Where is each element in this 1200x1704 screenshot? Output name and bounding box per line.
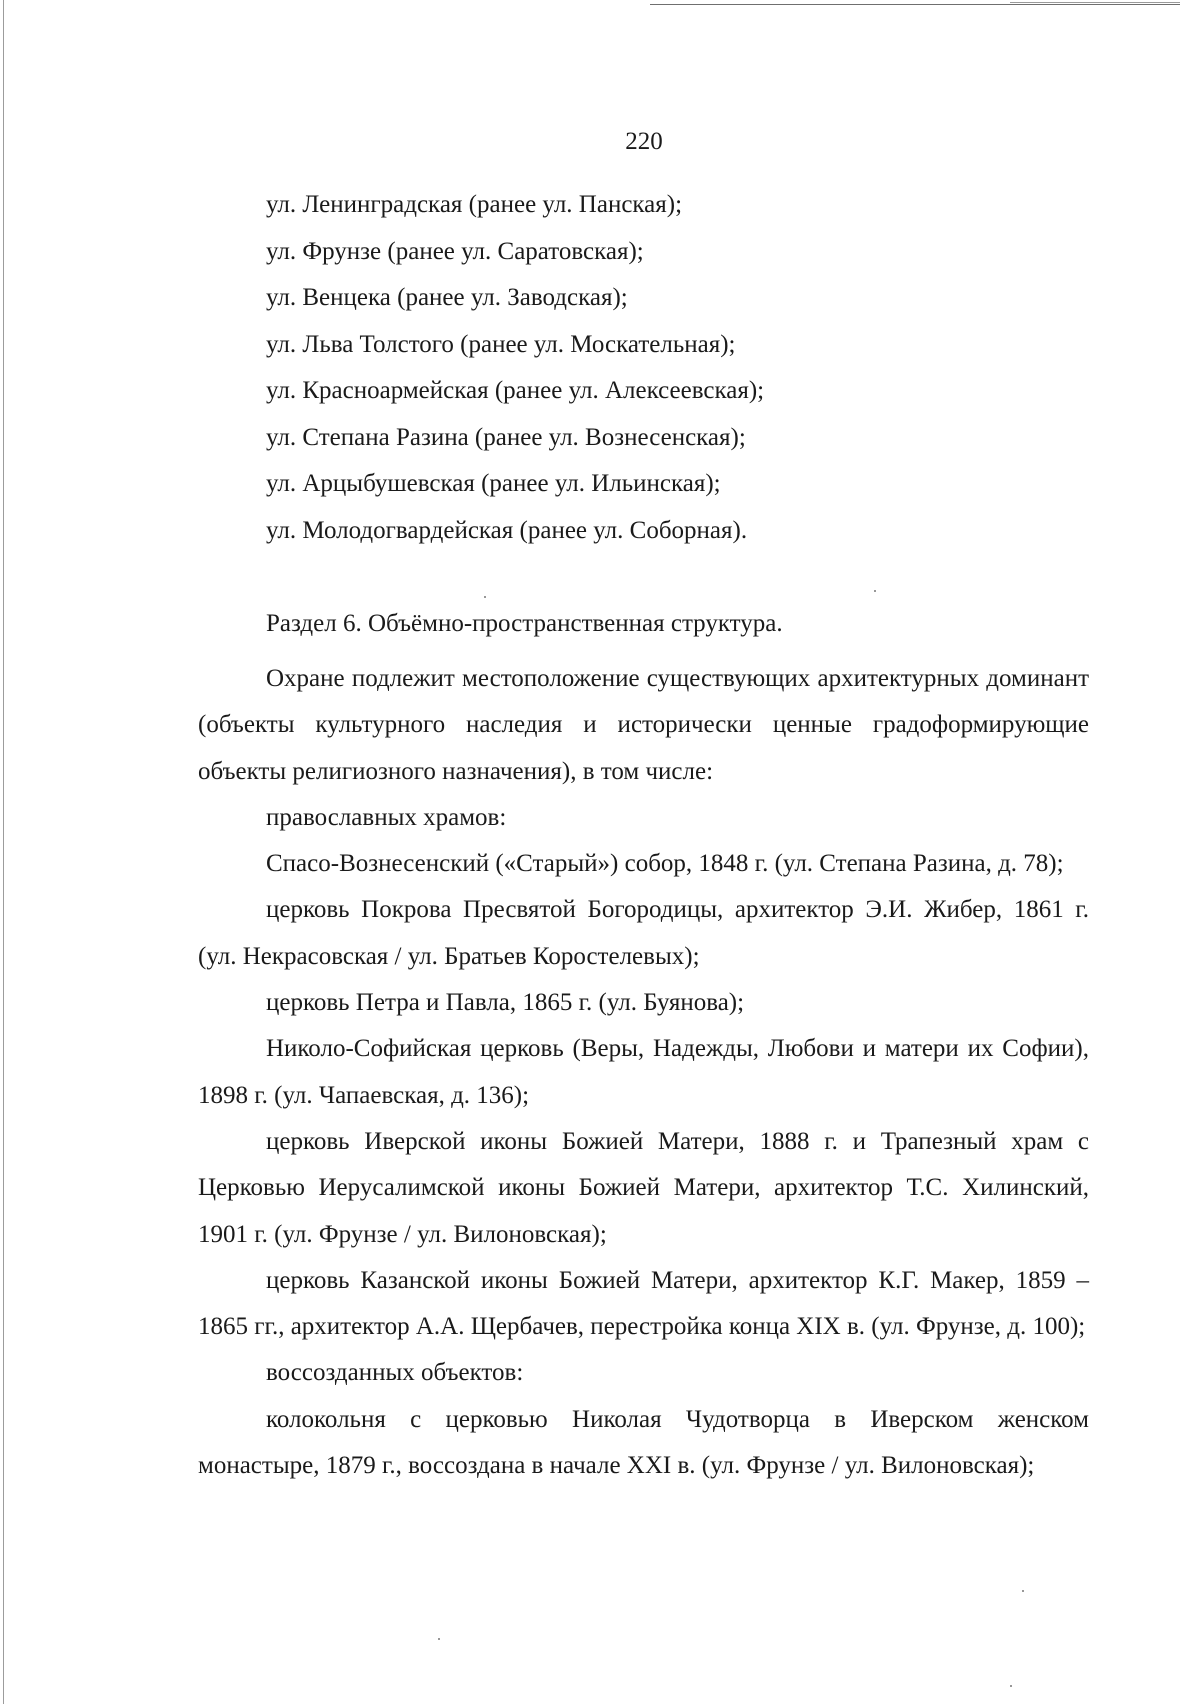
paragraph: церковь Покрова Пресвятой Богородицы, архитектор Э.И. Жибер, 1861 г. (ул. Некрасовская / ул. Братьев Коростелевых); (198, 896, 1089, 970)
paragraph: церковь Иверской иконы Божией Матери, 1888 г. и Трапезный храм с Церковью Иерусалимской иконы Божией Матери, архитектор Т.С. Хилинский, 1901 г. (ул. Фрунзе / ул. Вилоновская); (198, 1127, 1089, 1248)
street-item: ул. Льва Толстого (ранее ул. Москательная); (266, 330, 736, 358)
paragraph: Николо-Софийская церковь (Веры, Надежды, Любови и матери их Софии), 1898 г. (ул. Чапаевская, д. 136); (198, 1035, 1089, 1109)
scan-speck (438, 1638, 440, 1640)
scan-top-rule (650, 4, 1180, 5)
scan-speck (874, 590, 876, 592)
street-item: ул. Арцыбушевская (ранее ул. Ильинская); (266, 470, 721, 497)
document-body (198, 656, 1089, 1489)
street-item: ул. Степана Разина (ранее ул. Вознесенская); (266, 423, 746, 451)
paragraph: колокольня с церковью Николая Чудотворца в Иверском женском монастыре, 1879 г., воссоздана в начале XXI в. (ул. Фрунзе / ул. Вилоновская); (198, 1405, 1089, 1480)
scan-left-edge (3, 0, 4, 1704)
paragraph: Спасо-Вознесенский («Старый») собор, 1848 г. (ул. Степана Разина, д. 78); (266, 850, 1064, 878)
section-heading: Раздел 6. Объёмно-пространственная структура. (266, 610, 783, 637)
scan-speck (1022, 1590, 1024, 1592)
scan-speck (1010, 1685, 1012, 1687)
street-item: ул. Венцека (ранее ул. Заводская); (266, 284, 628, 311)
paragraph: православных храмов: (266, 803, 507, 831)
street-list (266, 190, 764, 562)
street-item: ул. Молодогвардейская (ранее ул. Соборная). (266, 516, 748, 544)
street-item: ул. Красноармейская (ранее ул. Алексеевская); (266, 377, 765, 404)
street-item: ул. Фрунзе (ранее ул. Саратовская); (266, 237, 644, 265)
paragraph: Охране подлежит местоположение существующих архитектурных доминант (объекты культурного наследия и исторически ценные градоформирующие объекты религиозного назначения), в том числе: (198, 665, 1089, 785)
street-item: ул. Ленинградская (ранее ул. Панская); (266, 191, 683, 218)
scan-top-rule-secondary (1010, 2, 1180, 3)
paragraph: воссозданных объектов: (266, 1359, 524, 1387)
paragraph: церковь Казанской иконы Божией Матери, архитектор К.Г. Макер, 1859 – 1865 гг., архитектор А.А. Щербачев, перестройка конца XIX в. (ул. Фрунзе, д. 100); (198, 1266, 1089, 1341)
paragraph: церковь Петра и Павла, 1865 г. (ул. Буянова); (266, 989, 745, 1017)
page-number: 220 (625, 128, 663, 155)
scan-speck (484, 596, 486, 598)
